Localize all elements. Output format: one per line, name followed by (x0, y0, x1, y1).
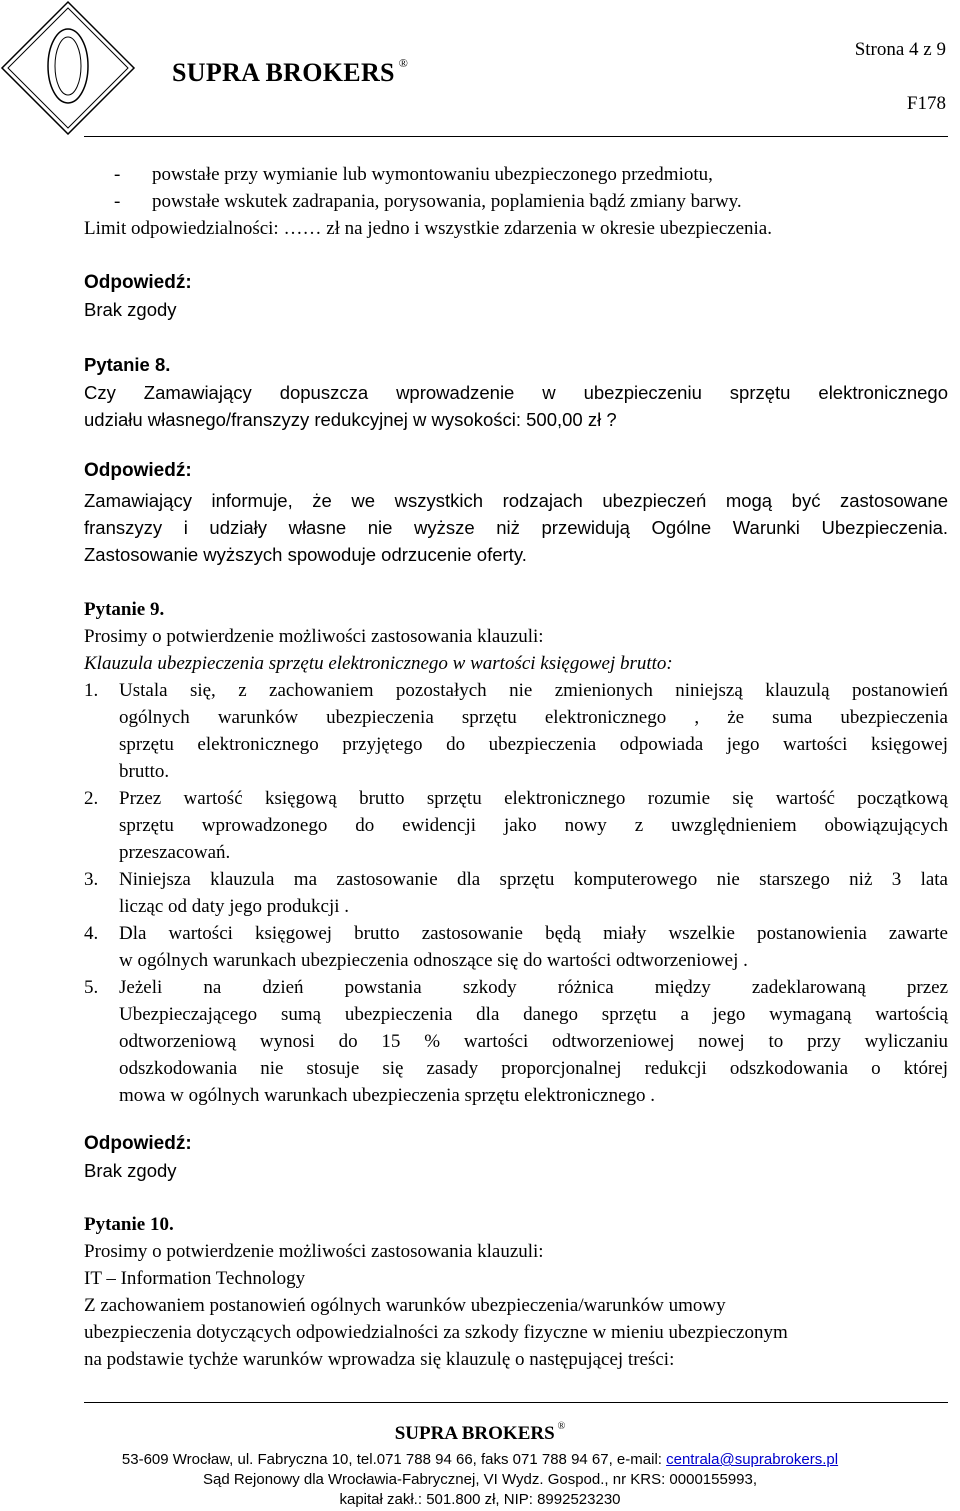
question-9-intro: Prosimy o potwierdzenie możliwości zastosowania klauzuli: (84, 626, 544, 647)
list-item-text: brutto. (119, 761, 170, 782)
question-10-text: na podstawie tychże warunków wprowadza się klauzulę o następującej treści: (84, 1349, 675, 1370)
question-10-text: Prosimy o potwierdzenie możliwości zastosowania klauzuli: (84, 1241, 544, 1262)
answer-text: Brak zgody (84, 1160, 177, 1181)
list-number: 3. (84, 869, 99, 890)
bullet-dash: - (114, 191, 121, 212)
answer-text: Zamawiający informuje, że we wszystkich rodzajach ubezpieczeń mogą być zastosowane (84, 490, 948, 511)
question-8-heading: Pytanie 8. (84, 354, 171, 375)
list-item-text: ogólnych warunków ubezpieczenia sprzętu elektronicznego , że suma ubezpieczenia (119, 707, 948, 728)
answer-label: Odpowiedź: (84, 1133, 192, 1154)
answer-text: Zastosowanie wyższych spowoduje odrzucenie oferty. (84, 544, 527, 565)
question-8-text: Czy Zamawiający dopuszcza wprowadzenie w ubezpieczeniu sprzętu elektronicznego (84, 382, 948, 403)
header-rule (84, 136, 948, 137)
answer-text: Brak zgody (84, 299, 177, 320)
registered-mark: ® (398, 56, 409, 70)
question-10-text: Z zachowaniem postanowień ogólnych warunków ubezpieczenia/warunków umowy (84, 1295, 726, 1316)
footer-court: Sąd Rejonowy dla Wrocławia-Fabrycznej, VI Wydz. Gospod., nr KRS: 0000155993, (202, 1471, 758, 1488)
list-item-text: odszkodowania nie stosuje się zasady proporcjonalnej redukcji odszkodowania o której (119, 1058, 948, 1079)
list-number: 1. (84, 680, 99, 701)
bullet-dash: - (114, 164, 121, 185)
question-10-text: IT – Information Technology (84, 1268, 306, 1289)
header-brand: SUPRA BROKERS ® (172, 56, 409, 87)
list-item-text: mowa w ogólnych warunkach ubezpieczenia sprzętu elektronicznego . (119, 1085, 655, 1106)
list-item-text: Jeżeli na dzień powstania szkody różnica między zadeklarowaną przez (119, 977, 948, 998)
list-item-text: Przez wartość księgową brutto sprzętu elektronicznego rozumie się wartość początkową (119, 788, 948, 809)
question-9-heading: Pytanie 9. (84, 599, 165, 620)
question-10-text: ubezpieczenia dotyczących odpowiedzialności za szkody fizyczne w mieniu ubezpieczonym (84, 1322, 788, 1343)
document-code: F178 (906, 93, 946, 114)
bullet-item: powstałe przy wymianie lub wymontowaniu ubezpieczonego przedmiotu, (152, 164, 713, 185)
list-item-text: sprzętu wprowadzonego do ewidencji jako nowy z uwzględnieniem obowiązujących (119, 815, 948, 836)
clause-title: Klauzula ubezpieczenia sprzętu elektronicznego w wartości księgowej brutto: (84, 653, 673, 674)
list-item-text: licząc od daty jego produkcji . (119, 896, 350, 917)
list-item-text: przeszacowań. (119, 842, 231, 863)
list-number: 5. (84, 977, 99, 998)
list-item-text: Dla wartości księgowej brutto zastosowanie będą miały wszelkie postanowienia zawarte (119, 923, 948, 944)
registered-mark: ® (557, 1421, 566, 1432)
question-10-heading: Pytanie 10. (84, 1214, 174, 1235)
footer-address: 53-609 Wrocław, ul. Fabryczna 10, tel.071 788 94 66, faks 071 788 94 67, e-mail: centrala@suprabrokers.pl (121, 1451, 839, 1468)
footer-capital: kapitał zakł.: 501.800 zł, NIP: 8992523230 (339, 1491, 621, 1508)
answer-text: franszyzy i udziały własne nie wyższe niż przewidują Ogólne Warunki Ubezpieczenia. (84, 517, 948, 538)
limit-line: Limit odpowiedzialności: …… zł na jedno i wszystkie zdarzenia w okresie ubezpieczenia. (84, 218, 772, 239)
answer-label: Odpowiedź: (84, 460, 192, 481)
list-item-text: Ustala się, z zachowaniem pozostałych nie zmienionych niniejszą klauzulą postanowień (119, 680, 948, 701)
email-link[interactable]: centrala@suprabrokers.pl (666, 1451, 839, 1468)
list-number: 4. (84, 923, 99, 944)
supra-brokers-logo (0, 0, 170, 135)
page-number: Strona 4 z 9 (854, 39, 946, 60)
list-item-text: sprzętu elektronicznego przyjętego do ubezpieczenia odpowiada jego wartości księgowej (119, 734, 948, 755)
list-item-text: odtworzeniową wynosi do 15 % wartości odtworzeniowej nowej to przy wyliczaniu (119, 1031, 948, 1052)
list-item-text: w ogólnych warunkach ubezpieczenia odnoszące się do wartości odtworzeniowej . (119, 950, 748, 971)
answer-label: Odpowiedź: (84, 272, 192, 293)
list-item-text: Niniejsza klauzula ma zastosowanie dla sprzętu komputerowego nie starszego niż 3 lata (119, 869, 948, 890)
question-8-text: udziału własnego/franszyzy redukcyjnej w wysokości: 500,00 zł ? (84, 409, 617, 430)
bullet-item: powstałe wskutek zadrapania, porysowania, poplamienia bądź zmiany barwy. (152, 191, 742, 212)
footer-rule (84, 1402, 948, 1403)
footer-brand: SUPRA BROKERS ® (394, 1421, 566, 1444)
list-number: 2. (84, 788, 99, 809)
list-item-text: Ubezpieczającego sumą ubezpieczenia dla danego sprzętu a jego wymaganą wartością (119, 1004, 948, 1025)
